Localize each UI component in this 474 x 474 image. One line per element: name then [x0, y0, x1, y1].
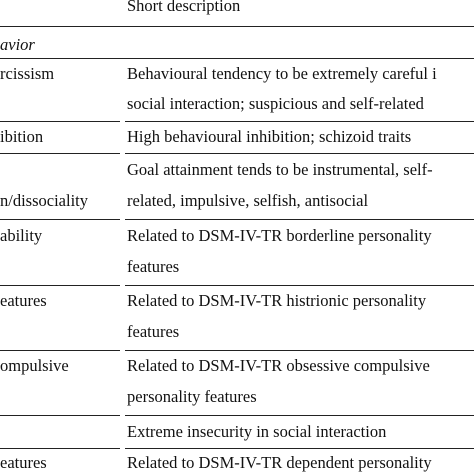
row-divider	[125, 219, 474, 220]
row-divider	[0, 415, 120, 416]
factor-description-line: features	[127, 257, 180, 276]
factor-description-line: Related to DSM-IV-TR obsessive compulsive	[127, 356, 430, 375]
factor-name: eatures	[0, 291, 47, 310]
factor-description-line: Behavioural tendency to be extremely careful i	[127, 64, 437, 83]
factor-description-line: related, impulsive, selfish, antisocial	[127, 191, 369, 210]
row-divider	[125, 350, 474, 351]
factor-description-line: Related to DSM-IV-TR borderline personality	[127, 226, 432, 245]
row-divider	[0, 219, 120, 220]
row-divider	[0, 448, 120, 449]
factor-name: eatures	[0, 453, 47, 472]
factor-description-line: Related to DSM-IV-TR histrionic personality	[127, 291, 427, 310]
row-divider	[125, 285, 474, 286]
row-divider	[125, 448, 474, 449]
row-divider	[0, 121, 120, 122]
row-divider	[125, 415, 474, 416]
row-divider	[0, 350, 120, 351]
factor-description-line: personality features	[127, 387, 257, 406]
row-divider	[125, 121, 474, 122]
row-divider	[0, 285, 120, 286]
section-divider	[0, 58, 474, 59]
factor-name: ability	[0, 226, 43, 245]
column-header-short-description: Short description	[127, 0, 241, 15]
factor-description-line: Extreme insecurity in social interaction	[127, 422, 387, 441]
factor-description-line: Goal attainment tends to be instrumental, self-	[127, 160, 433, 179]
row-divider	[125, 153, 474, 154]
factor-description-line: features	[127, 322, 180, 341]
factor-name: rcissism	[0, 64, 55, 83]
factor-name: ibition	[0, 127, 44, 146]
factor-name: ompulsive	[0, 356, 69, 375]
factor-name: n/dissociality	[0, 191, 88, 210]
factor-description-line: social interaction; suspicious and self-related	[127, 94, 424, 113]
section-label: avior	[0, 35, 35, 54]
factor-description-line: Related to DSM-IV-TR dependent personality	[127, 453, 432, 472]
row-divider	[0, 153, 120, 154]
factor-description-line: High behavioural inhibition; schizoid traits	[127, 127, 412, 146]
header-divider	[0, 26, 474, 27]
